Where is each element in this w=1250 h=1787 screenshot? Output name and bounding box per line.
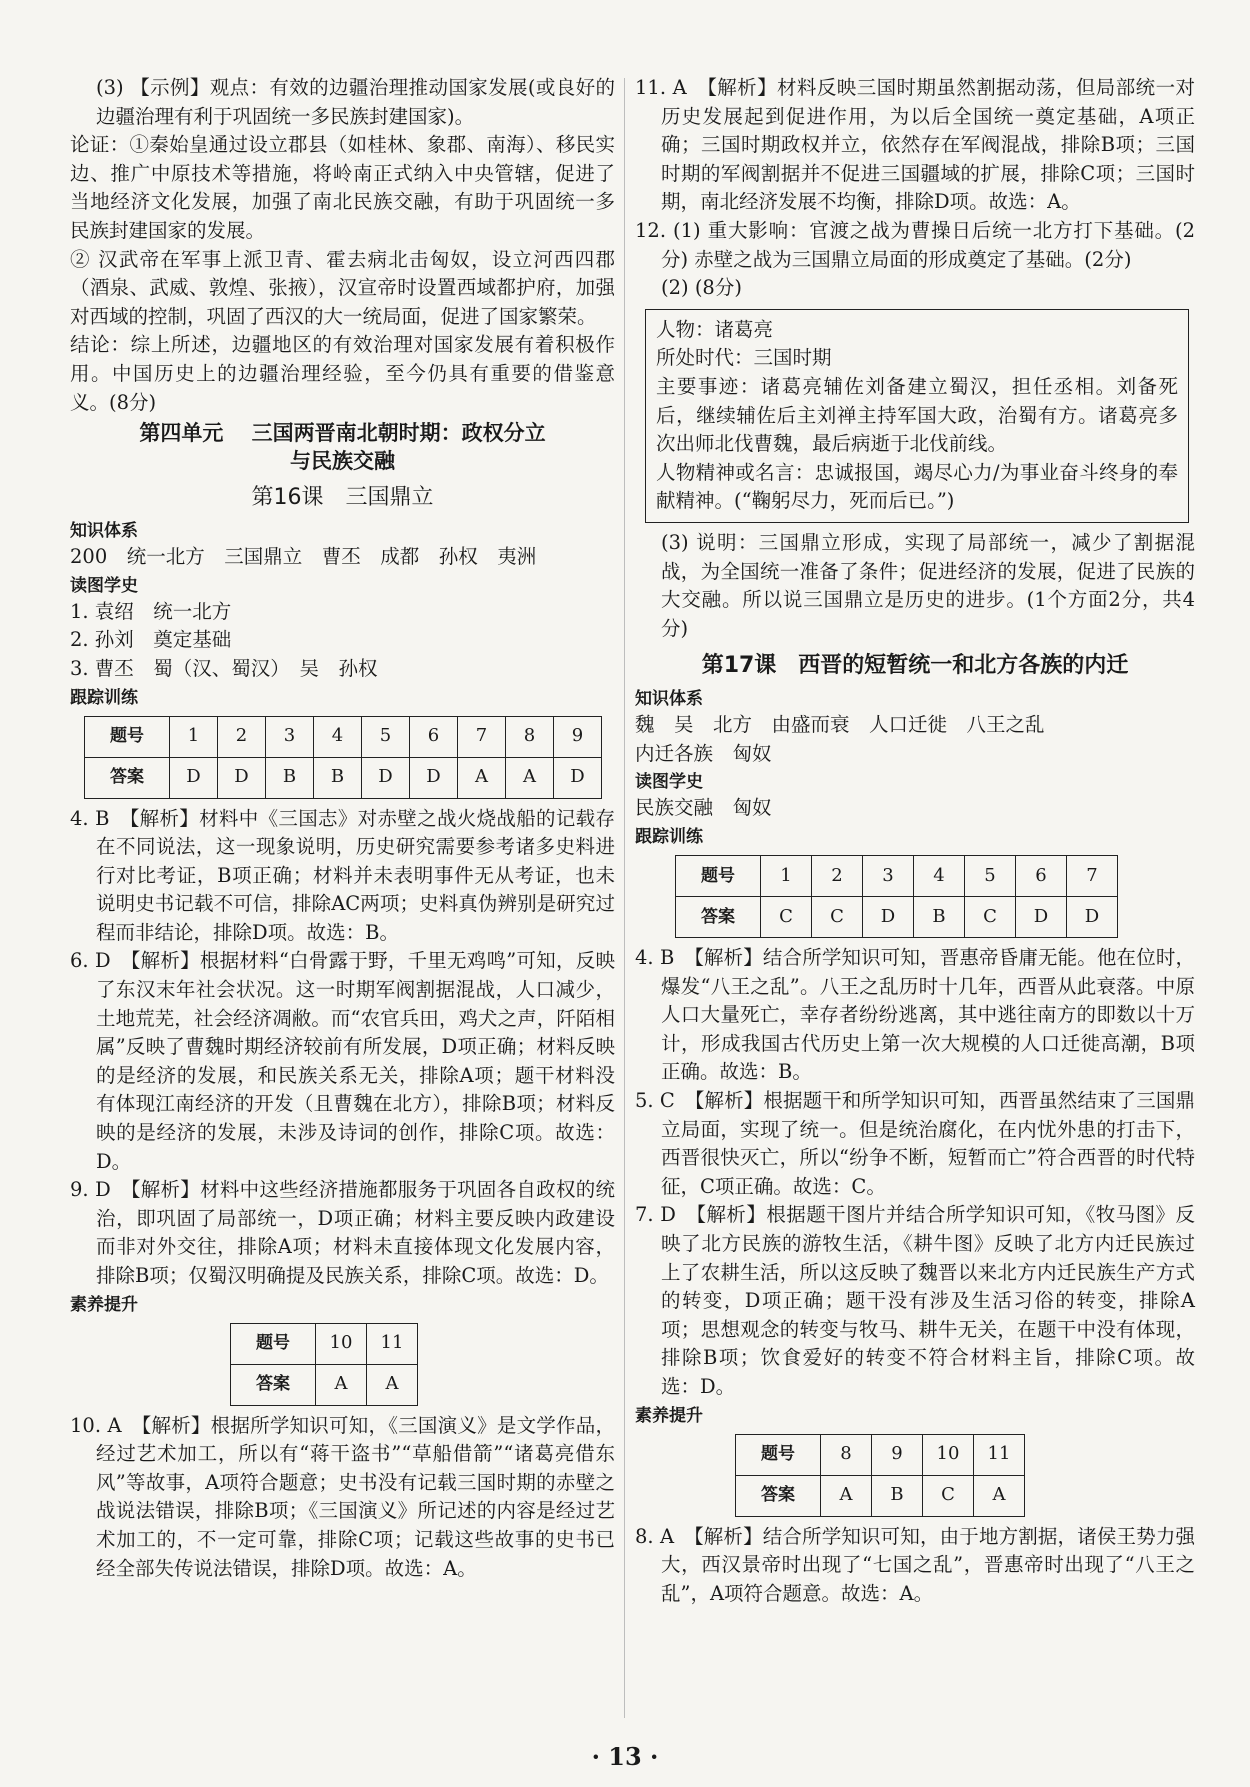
answer-q12-part2-label: (2) (8分) [661,276,742,300]
lesson-16-title: 第16课 三国鼎立 [251,485,434,511]
q3-conclusion: 结论：综上所述，边疆地区的有效治理对国家发展有着积极作用。中国历史上的边疆治理经验，至今仍具有重要的借鉴意义。(8分) [70,333,615,414]
left-column [70,74,615,1583]
figure-card-box [645,309,1189,523]
explanation-q6: 6. D 【解析】根据材料“白骨露于野，千里无鸡鸣”可知，反映了东汉末年社会状况。这一时期军阀割据混战，人口减少，土地荒芜，社会经济凋敝。而“农官兵田，鸡犬之声，阡陌相属”反映了曹魏时期经济较前有所发展，D项正确；材料反映的是经济的发展，和民族关系无关，排除A项；题干材料没有体现江南经济的开发（且曹魏在北方），排除B项；材料反映的是经济的发展，未涉及诗词的创作，排除C项。故选：D。 [70,949,615,1173]
unit-title-line1: 第四单元 三国两晋南北朝时期：政权分立 [139,421,546,446]
table-row-answers [231,1364,418,1405]
unit-title [70,419,615,475]
column-divider [624,78,625,1718]
table-answer-label: 答案 [231,1364,316,1405]
question-number: 8 [506,716,554,757]
question-number: 2 [812,856,863,897]
q3-argument-1: 论证：①秦始皇通过设立郡县（如桂林、象郡、南海）、移民实边、推广中原技术等措施，将岭南正式纳入中央管辖，促进了当地经济文化发展，加强了南北民族交融，有助于巩固统一多民族封建国家的发展。 [70,133,615,242]
table-row-answers [736,1475,1025,1516]
table-header-cell: 题号 [231,1323,316,1364]
table-row-numbers [231,1323,418,1364]
answer-cell: D [554,757,602,798]
explanation-q10: 10. A 【解析】根据所学知识可知，《三国演义》是文学作品，经过艺术加工，所以有“蒋干盗书”“草船借箭”“诸葛亮借东风”等故事，A项符合题意；史书没有记载三国时期的赤壁之战说法错误，排除B项；《三国演义》所记述的内容是经过艺术加工的，不一定可靠，排除C项；记载这些故事的史书已经全部失传说法错误，排除D项。故选：A。 [70,1413,615,1580]
answer-cell: C [923,1475,974,1516]
table-row-numbers [676,856,1118,897]
question-number: 3 [863,856,914,897]
question-number: 10 [316,1323,367,1364]
question-number: 1 [761,856,812,897]
q3-argument-2: ② 汉武帝在军事上派卫青、霍去病北击匈奴，设立河西四郡（酒泉、武威、敦煌、张掖），汉宣帝时设置西域都护府，加强对西域的控制，巩固了西汉的大一统局面，促进了国家繁荣。 [70,247,615,328]
tracking-training-heading: 跟踪训练 [635,827,703,848]
answer-cell: C [965,897,1016,938]
tracking-training-heading: 跟踪训练 [70,687,138,708]
map-item-3: 3. 曹丕 蜀（汉、蜀汉） 吴 孙权 [70,656,378,680]
answer-cell: D [1067,897,1118,938]
question-number: 8 [821,1434,872,1475]
answer-cell: C [761,897,812,938]
map-study-heading: 读图学史 [635,772,703,793]
q3-viewpoint: (3) 【示例】观点：有效的边疆治理推动国家发展(或良好的边疆治理有利于巩固统一多民族封建国家)。 [96,76,615,128]
answer-cell: A [506,757,554,798]
knowledge-system-heading: 知识体系 [635,689,703,710]
answer-cell: D [410,757,458,798]
knowledge-system-line: 魏 吴 北方 由盛而衰 人口迁徙 八王之乱 [635,713,1045,737]
explanation-q5: 5. C 【解析】根据题干和所学知识可知，西晋虽然结束了三国鼎立局面，实现了统一。但是统治腐化，在内忧外患的打击下，西晋很快灭亡，所以“纷争不断，短暂而亡”符合西晋的时代特征，C项正确。故选：C。 [635,1089,1195,1198]
figure-card-line: 人物精神或名言：忠诚报国，竭尽心力/为事业奋斗终身的奉献精神。(“鞠躬尽力，死而后已。”) [656,460,1178,513]
unit-title-line2: 与民族交融 [290,449,395,474]
table-answer-label: 答案 [676,897,761,938]
question-number: 11 [974,1434,1025,1475]
figure-card-line: 主要事迹：诸葛亮辅佐刘备建立蜀汉，担任丞相。刘备死后，继续辅佐后主刘禅主持军国大政，治蜀有方。诸葛亮多次出师北伐曹魏，最后病逝于北伐前线。 [656,374,1178,456]
question-number: 7 [1067,856,1118,897]
map-study-heading: 读图学史 [70,575,138,596]
answer-cell: A [367,1364,418,1405]
knowledge-system-text: 200 统一北方 三国鼎立 曹丕 成都 孙权 夷洲 [70,545,537,569]
answer-cell: D [218,757,266,798]
map-study-text: 民族交融 匈奴 [635,796,772,820]
answer-cell: B [314,757,362,798]
right-column [635,74,1195,1608]
explanation-q11: 11. A 【解析】材料反映三国时期虽然割据动荡，但局部统一对历史发展起到促进作用，为以后全国统一奠定基础，A项正确；三国时期政权并立，依然存在军阀混战，排除B项；三国时期的军阀割据并不促进三国疆域的扩展，排除C项；三国时期，南北经济发展不均衡，排除D项。故选：A。 [635,76,1195,214]
explanation-q4: 4. B 【解析】材料中《三国志》对赤壁之战火烧战船的记载存在不同说法，这一现象说明，历史研究需要参考诸多史料进行对比考证，B项正确；材料并未表明事件无从考证，也未说明史书记载不可信，排除AC两项；史料真伪辨别是研究过程而非结论，排除D项。故选：B。 [70,806,615,944]
map-item-2: 2. 孙刘 奠定基础 [70,628,232,652]
answer-cell: A [316,1364,367,1405]
answer-table-literacy17 [735,1434,1025,1517]
table-row-answers [676,897,1118,938]
table-header-cell: 题号 [736,1434,821,1475]
answer-q12-part3: (3) 说明：三国鼎立形成，实现了局部统一，减少了割据混战，为全国统一准备了条件；促进经济的发展，促进了民族的大交融。所以说三国鼎立是历史的进步。(1个方面2分，共4分) [661,530,1195,640]
literacy-heading: 素养提升 [635,1405,703,1426]
explanation-q7: 7. D 【解析】根据题干图片并结合所学知识可知，《牧马图》反映了北方民族的游牧生活，《耕牛图》反映了北方内迁民族过上了农耕生活，所以这反映了魏晋以来北方内迁民族生产方式的转变，D项正确；题干没有涉及生活习俗的转变，排除A项；思想观念的转变与牧马、耕牛无关，在题干中没有体现，排除B项；饮食爱好的转变不符合材料主旨，排除C项。故选：D。 [635,1203,1195,1398]
answer-cell: B [914,897,965,938]
lesson-17-title: 第17课 西晋的短暂统一和北方各族的内迁 [701,653,1129,679]
question-number: 2 [218,716,266,757]
explanation-q4: 4. B 【解析】结合所学知识可知，晋惠帝昏庸无能。他在位时，爆发“八王之乱”。八王之乱历时十几年，西晋从此衰落。中原人口大量死亡，幸存者纷纷逃离，其中逃往南方的即数以十万计，形成我国古代历史上第一次大规模的人口迁徙高潮，B项正确。故选：B。 [635,946,1195,1084]
question-number: 10 [923,1434,974,1475]
explanation-q8: 8. A 【解析】结合所学知识可知，由于地方割据，诸侯王势力强大，西汉景帝时出现了“七国之乱”，晋惠帝时出现了“八王之乱”，A项符合题意。故选：A。 [635,1524,1195,1605]
map-item-1: 1. 袁绍 统一北方 [70,599,232,623]
table-answer-label: 答案 [736,1475,821,1516]
answer-cell: C [812,897,863,938]
answer-table-lesson17 [675,855,1118,938]
figure-card-line: 人物：诸葛亮 [656,317,774,341]
table-answer-label: 答案 [85,757,170,798]
table-header-cell: 题号 [676,856,761,897]
literacy-heading: 素养提升 [70,1294,138,1315]
answer-cell: D [170,757,218,798]
answer-cell: A [974,1475,1025,1516]
knowledge-system-line: 内迁各族 匈奴 [635,741,772,765]
table-row-numbers [85,716,602,757]
question-number: 7 [458,716,506,757]
question-number: 9 [554,716,602,757]
table-row-numbers [736,1434,1025,1475]
table-header-cell: 题号 [85,716,170,757]
answer-cell: A [458,757,506,798]
answer-q12-part1: 12. (1) 重大影响：官渡之战为曹操日后统一北方打下基础。(2分) 赤壁之战为三国鼎立局面的形成奠定了基础。(2分) [635,218,1195,271]
question-number: 4 [314,716,362,757]
answer-cell: A [821,1475,872,1516]
question-number: 3 [266,716,314,757]
answer-cell: D [1016,897,1067,938]
question-number: 5 [965,856,1016,897]
explanation-q9: 9. D 【解析】材料中这些经济措施都服务于巩固各自政权的统治，即巩固了局部统一，D项正确；材料主要反映内政建设而非对外交往，排除A项；材料未直接体现文化发展内容，排除B项；仅蜀汉明确提及民族关系，排除C项。故选：D。 [70,1178,615,1287]
question-number: 11 [367,1323,418,1364]
knowledge-system-heading: 知识体系 [70,521,138,542]
figure-card-line: 所处时代：三国时期 [656,346,832,370]
question-number: 4 [914,856,965,897]
answer-cell: D [362,757,410,798]
answer-cell: D [863,897,914,938]
question-number: 6 [1016,856,1067,897]
table-row-answers [85,757,602,798]
answer-cell: B [872,1475,923,1516]
answer-table-lesson16 [84,716,602,799]
question-number: 9 [872,1434,923,1475]
page-number: · 13 · [591,1742,659,1771]
question-number: 1 [170,716,218,757]
question-number: 5 [362,716,410,757]
answer-table-literacy16 [230,1323,418,1406]
answer-cell: B [266,757,314,798]
question-number: 6 [410,716,458,757]
